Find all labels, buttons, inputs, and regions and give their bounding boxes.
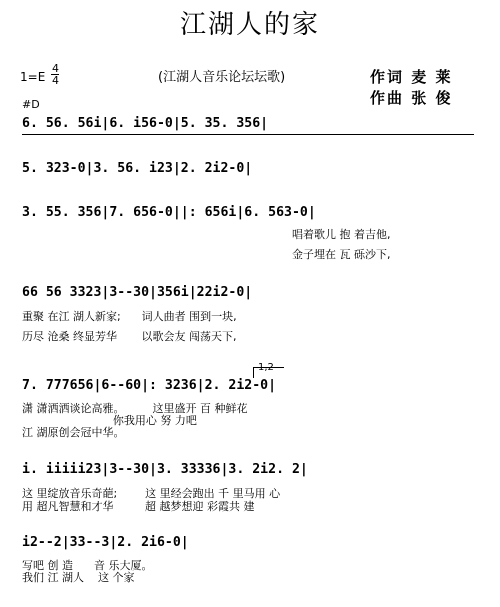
lyric-4-1: 重聚 在江 湖人新家; 词人曲者 围到一块, [22, 310, 237, 323]
song-subtitle: (江湖人音乐论坛坛歌) [158, 70, 286, 85]
lyric-7-1: 写吧 创 造 音 乐大厦。 [22, 559, 153, 572]
notation-line-7: i2--2|33--3|2. 2i6-0| [22, 535, 189, 550]
lyric-5-1: 潇 潇洒洒谈论高雅。 这里盛开 百 种鲜花 [22, 402, 248, 415]
lyric-7-2: 我们 江 湖人 这 个家 [22, 571, 135, 584]
lyricist-credit: 作词 麦 莱 [370, 68, 453, 86]
notation-line-3: 3. 55. 356|7. 656-0||: 656i|6. 563-0| [22, 205, 316, 220]
song-title: 江湖人的家 [179, 10, 320, 40]
lyric-3-1: 唱着歌儿 抱 着吉他, [292, 228, 391, 241]
lyric-6-1: 这 里绽放音乐奇葩; 这 里经会跑出 千 里马用 心 [22, 487, 281, 500]
notation-line-1: 6. 56. 56i|6. i56-0|5. 35. 356| [22, 116, 269, 131]
volta-label: 1,2 [258, 362, 274, 373]
lyric-5-2: 你我用心 努 力吧 [22, 414, 197, 427]
lyric-3-2: 金子埋在 瓦 砾沙下, [292, 248, 391, 261]
underline-1 [22, 134, 474, 135]
time-signature-lower: 4 [52, 74, 59, 87]
notation-line-5: 7. 777656|6--60|: 3236|2. 2i2-0| [22, 378, 277, 393]
notation-line-2: 5. 323-0|3. 56. i23|2. 2i2-0| [22, 161, 253, 176]
notation-line-4: 66 56 3323|3--30|356i|22i2-0| [22, 285, 253, 300]
notation-line-6: i. iiiii23|3--30|3. 33336|3. 2i2. 2| [22, 462, 308, 477]
time-signature-upper: 4 [52, 62, 59, 75]
segno-mark: #D [22, 98, 40, 111]
key-signature: 1=E [20, 70, 46, 84]
composer-credit: 作曲 张 俊 [370, 89, 453, 107]
lyric-4-2: 历尽 沧桑 终显芳华 以歌会友 闯荡天下, [22, 330, 237, 343]
lyric-6-2: 用 超凡智慧和才华 超 越梦想迎 彩霞共 建 [22, 500, 255, 513]
lyric-5-3: 江 湖原创会冠中华。 [22, 426, 125, 439]
